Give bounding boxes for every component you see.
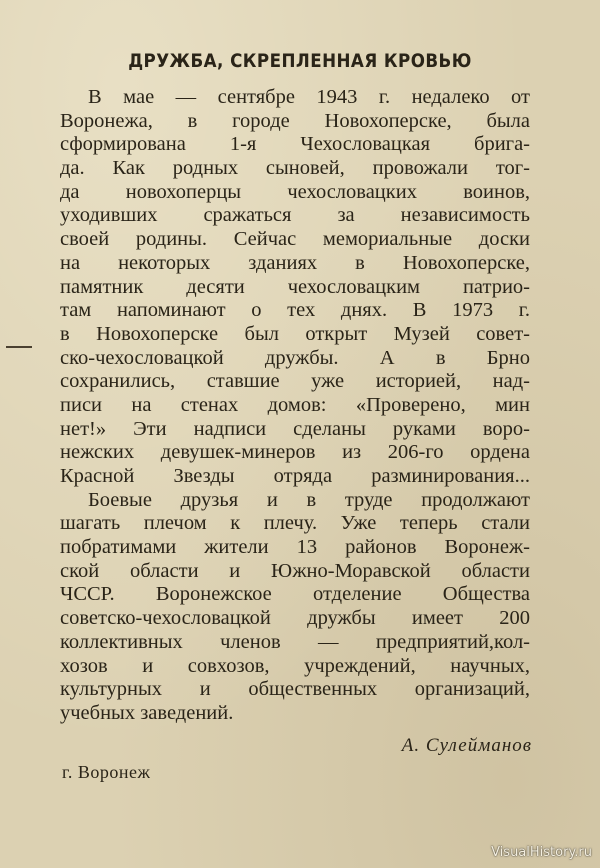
article-line: шагать плечом к плечу. Уже теперь стали	[60, 512, 530, 535]
article-line: сформирована 1-я Чехословацкая брига-	[60, 133, 530, 156]
dateline-place: г. Воронеж	[62, 762, 151, 782]
article-line: культурных и общественных организаций,	[60, 678, 530, 701]
site-watermark: VisualHistory.ru	[491, 845, 592, 860]
article-line: ЧССР. Воронежское отделение Общества	[60, 583, 530, 606]
article-line: советско-чехословацкой дружбы имеет 200	[60, 607, 530, 630]
article-line: В мае — сентябре 1943 г. недалеко от	[88, 86, 530, 108]
article-line: своей родины. Сейчас мемориальные доски	[60, 228, 530, 251]
article-line: коллективных членов — предприятий,кол-	[60, 630, 530, 653]
article-line: ской области и Южно-Моравской области	[60, 559, 530, 582]
article-line: Красной Звезды отряда разминирования...	[60, 465, 530, 487]
article-line: нет!» Эти надписи сделаны руками воро-	[60, 417, 530, 440]
article-line: на некоторых зданиях в Новохоперске,	[60, 251, 530, 274]
article-line: писи на стенах домов: «Проверено, мин	[60, 393, 530, 416]
article-line: да новохоперцы чехословацких воинов,	[60, 180, 530, 203]
article-line: памятник десяти чехословацким патрио-	[60, 275, 530, 298]
article-line: в Новохоперске был открыт Музей совет-	[60, 322, 530, 345]
article-line: ско-чехословацкой дружбы. А в Брно	[60, 346, 530, 369]
article-line: да. Как родных сыновей, провожали тог-	[60, 157, 530, 180]
author-signature: А. Сулейманов	[401, 735, 532, 756]
margin-mark	[6, 346, 32, 348]
article-line: сохранились, ставшие уже историей, над-	[60, 370, 530, 393]
article-line: уходивших сражаться за независимость	[60, 204, 530, 227]
article-line: нежских девушек-минеров из 206-го ордена	[60, 441, 530, 464]
article-title: ДРУЖБА, СКРЕПЛЕННАЯ КРОВЬЮ	[128, 50, 472, 72]
article-line: там напоминают о тех днях. В 1973 г.	[60, 299, 530, 322]
article-line: побратимами жители 13 районов Воронеж-	[60, 536, 530, 559]
article-line: учебных заведений.	[60, 701, 234, 724]
article-line: Воронежа, в городе Новохоперске, была	[60, 109, 530, 132]
article-body	[60, 86, 530, 726]
article-line: хозов и совхозов, учреждений, научных,	[60, 654, 530, 677]
article-line: Боевые друзья и в труде продолжают	[88, 488, 530, 511]
